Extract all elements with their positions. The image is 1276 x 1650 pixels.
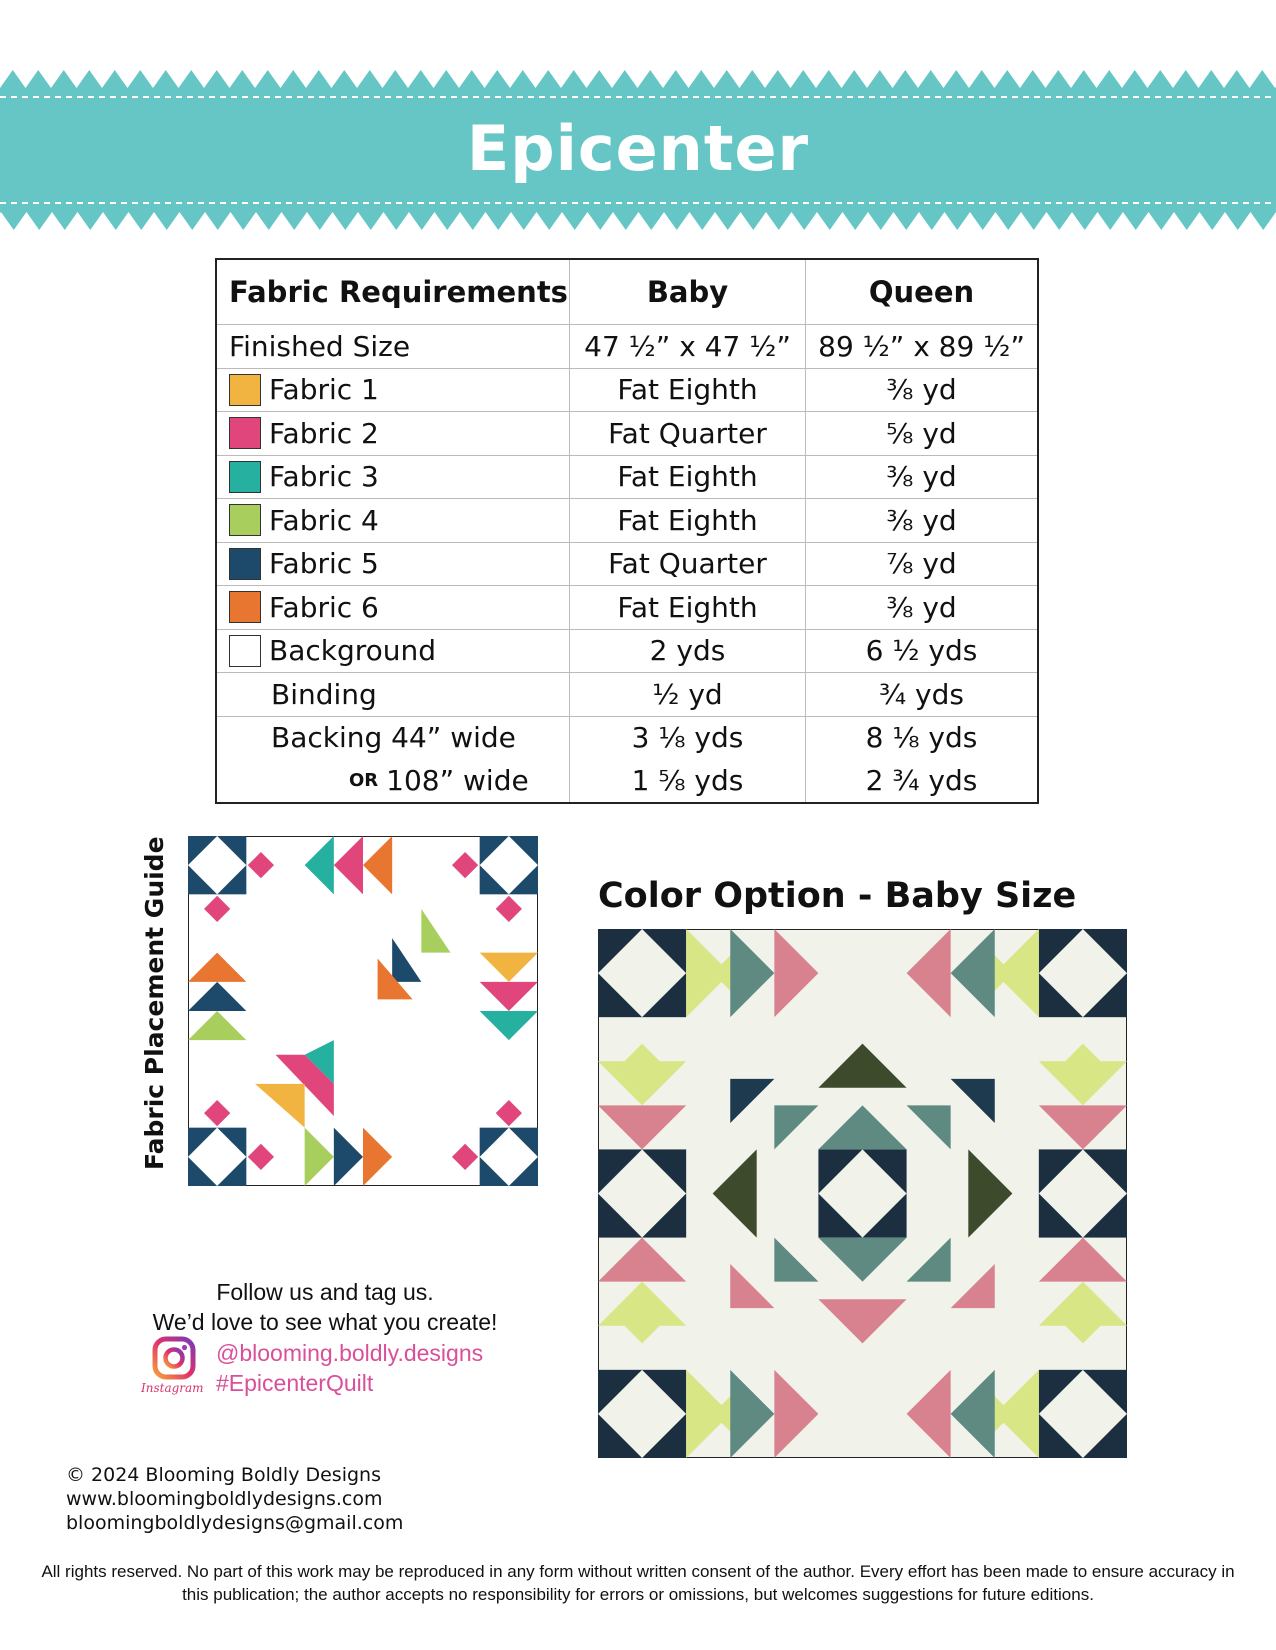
color-option-quilt (598, 929, 1127, 1458)
backing-baby: 3 ⅛ yds (570, 717, 806, 760)
fabric-5-baby: Fat Quarter (570, 543, 806, 586)
fabric-5-queen: ⅞ yd (886, 547, 957, 581)
table-row-fabric-1 (217, 369, 1037, 413)
finished-size-queen: 89 ½” x 89 ½” (818, 329, 1025, 363)
instagram-wordmark: Instagram (141, 1381, 204, 1395)
instagram-handle[interactable]: @blooming.boldly.designs (216, 1340, 484, 1366)
fabric-4-baby: Fat Eighth (570, 499, 806, 542)
background-queen: 6 ½ yds (865, 634, 978, 668)
background-label: Background (269, 634, 437, 668)
fabric-4-queen: ⅜ yd (886, 503, 957, 537)
background-baby: 2 yds (570, 630, 806, 673)
header-fabric-requirements: Fabric Requirements (217, 260, 570, 324)
fabric-6-label: Fabric 6 (269, 590, 379, 624)
fabric-3-baby: Fat Eighth (570, 456, 806, 499)
fabric-2-label: Fabric 2 (269, 416, 379, 450)
fabric-5-swatch (229, 548, 261, 580)
rights-notice: All rights reserved. No part of this work may be reproduced in any form without written consent of the author. Every effort has been made to ensure accuracy in this publication; the author accepts no responsibility for errors or omissions, but welcomes suggestions for future editions. (41, 1562, 1235, 1604)
email-link[interactable]: bloomingboldlydesigns@gmail.com (66, 1512, 404, 1534)
table-row-fabric-3 (217, 456, 1037, 500)
placement-guide-label: Fabric Placement Guide (140, 836, 169, 1170)
table-row-finished-size (217, 325, 1037, 369)
finished-size-baby: 47 ½” x 47 ½” (570, 325, 806, 368)
table-row-backing (217, 717, 1037, 760)
table-row-backing-alt (217, 759, 1037, 802)
table-row-fabric-2 (217, 412, 1037, 456)
fabric-1-label: Fabric 1 (269, 373, 379, 407)
fabric-1-swatch (229, 374, 261, 406)
binding-baby: ½ yd (570, 673, 806, 716)
table-row-background (217, 630, 1037, 674)
fabric-6-baby: Fat Eighth (570, 586, 806, 629)
table-row-binding (217, 673, 1037, 717)
fabric-3-queen: ⅜ yd (886, 460, 957, 494)
fabric-3-label: Fabric 3 (269, 460, 379, 494)
binding-label: Binding (271, 677, 377, 711)
fabric-2-swatch (229, 417, 261, 449)
website-link[interactable]: www.bloomingboldlydesigns.com (66, 1488, 383, 1510)
follow-line-1: Follow us and tag us. (216, 1279, 434, 1305)
fabric-3-swatch (229, 461, 261, 493)
fabric-6-swatch (229, 591, 261, 623)
backing-alt-baby: 1 ⅝ yds (570, 759, 806, 802)
fabric-requirements-table (215, 258, 1039, 804)
fabric-4-label: Fabric 4 (269, 503, 379, 537)
color-option-title: Color Option - Baby Size (598, 876, 1077, 916)
fabric-2-baby: Fat Quarter (570, 412, 806, 455)
quilt-hashtag[interactable]: #EpicenterQuilt (216, 1370, 374, 1396)
fabric-5-label: Fabric 5 (269, 547, 379, 581)
copyright: © 2024 Blooming Boldly Designs (66, 1464, 381, 1486)
background-swatch (229, 635, 261, 667)
fabric-1-baby: Fat Eighth (570, 369, 806, 412)
backing-alt-label: 108” wide (386, 763, 529, 797)
header-baby: Baby (570, 260, 806, 324)
follow-line-2: We’d love to see what you create! (152, 1309, 498, 1335)
fabric-placement-guide (188, 836, 538, 1186)
page-title: Epicenter (466, 112, 810, 185)
table-row-fabric-4 (217, 499, 1037, 543)
backing-queen: 8 ⅛ yds (865, 721, 978, 755)
or-label: OR (349, 769, 379, 791)
table-row-fabric-5 (217, 543, 1037, 587)
table-header-row (217, 260, 1037, 325)
binding-queen: ¾ yds (879, 677, 964, 711)
table-row-fabric-6 (217, 586, 1037, 630)
finished-size-label: Finished Size (217, 325, 570, 368)
instagram-icon[interactable] (152, 1336, 196, 1380)
fabric-2-queen: ⅝ yd (886, 416, 957, 450)
header-queen: Queen (868, 275, 975, 309)
fabric-4-swatch (229, 504, 261, 536)
fabric-1-queen: ⅜ yd (886, 373, 957, 407)
fabric-6-queen: ⅜ yd (886, 590, 957, 624)
backing-alt-queen: 2 ¾ yds (865, 763, 978, 797)
backing-label: Backing 44” wide (271, 721, 516, 755)
